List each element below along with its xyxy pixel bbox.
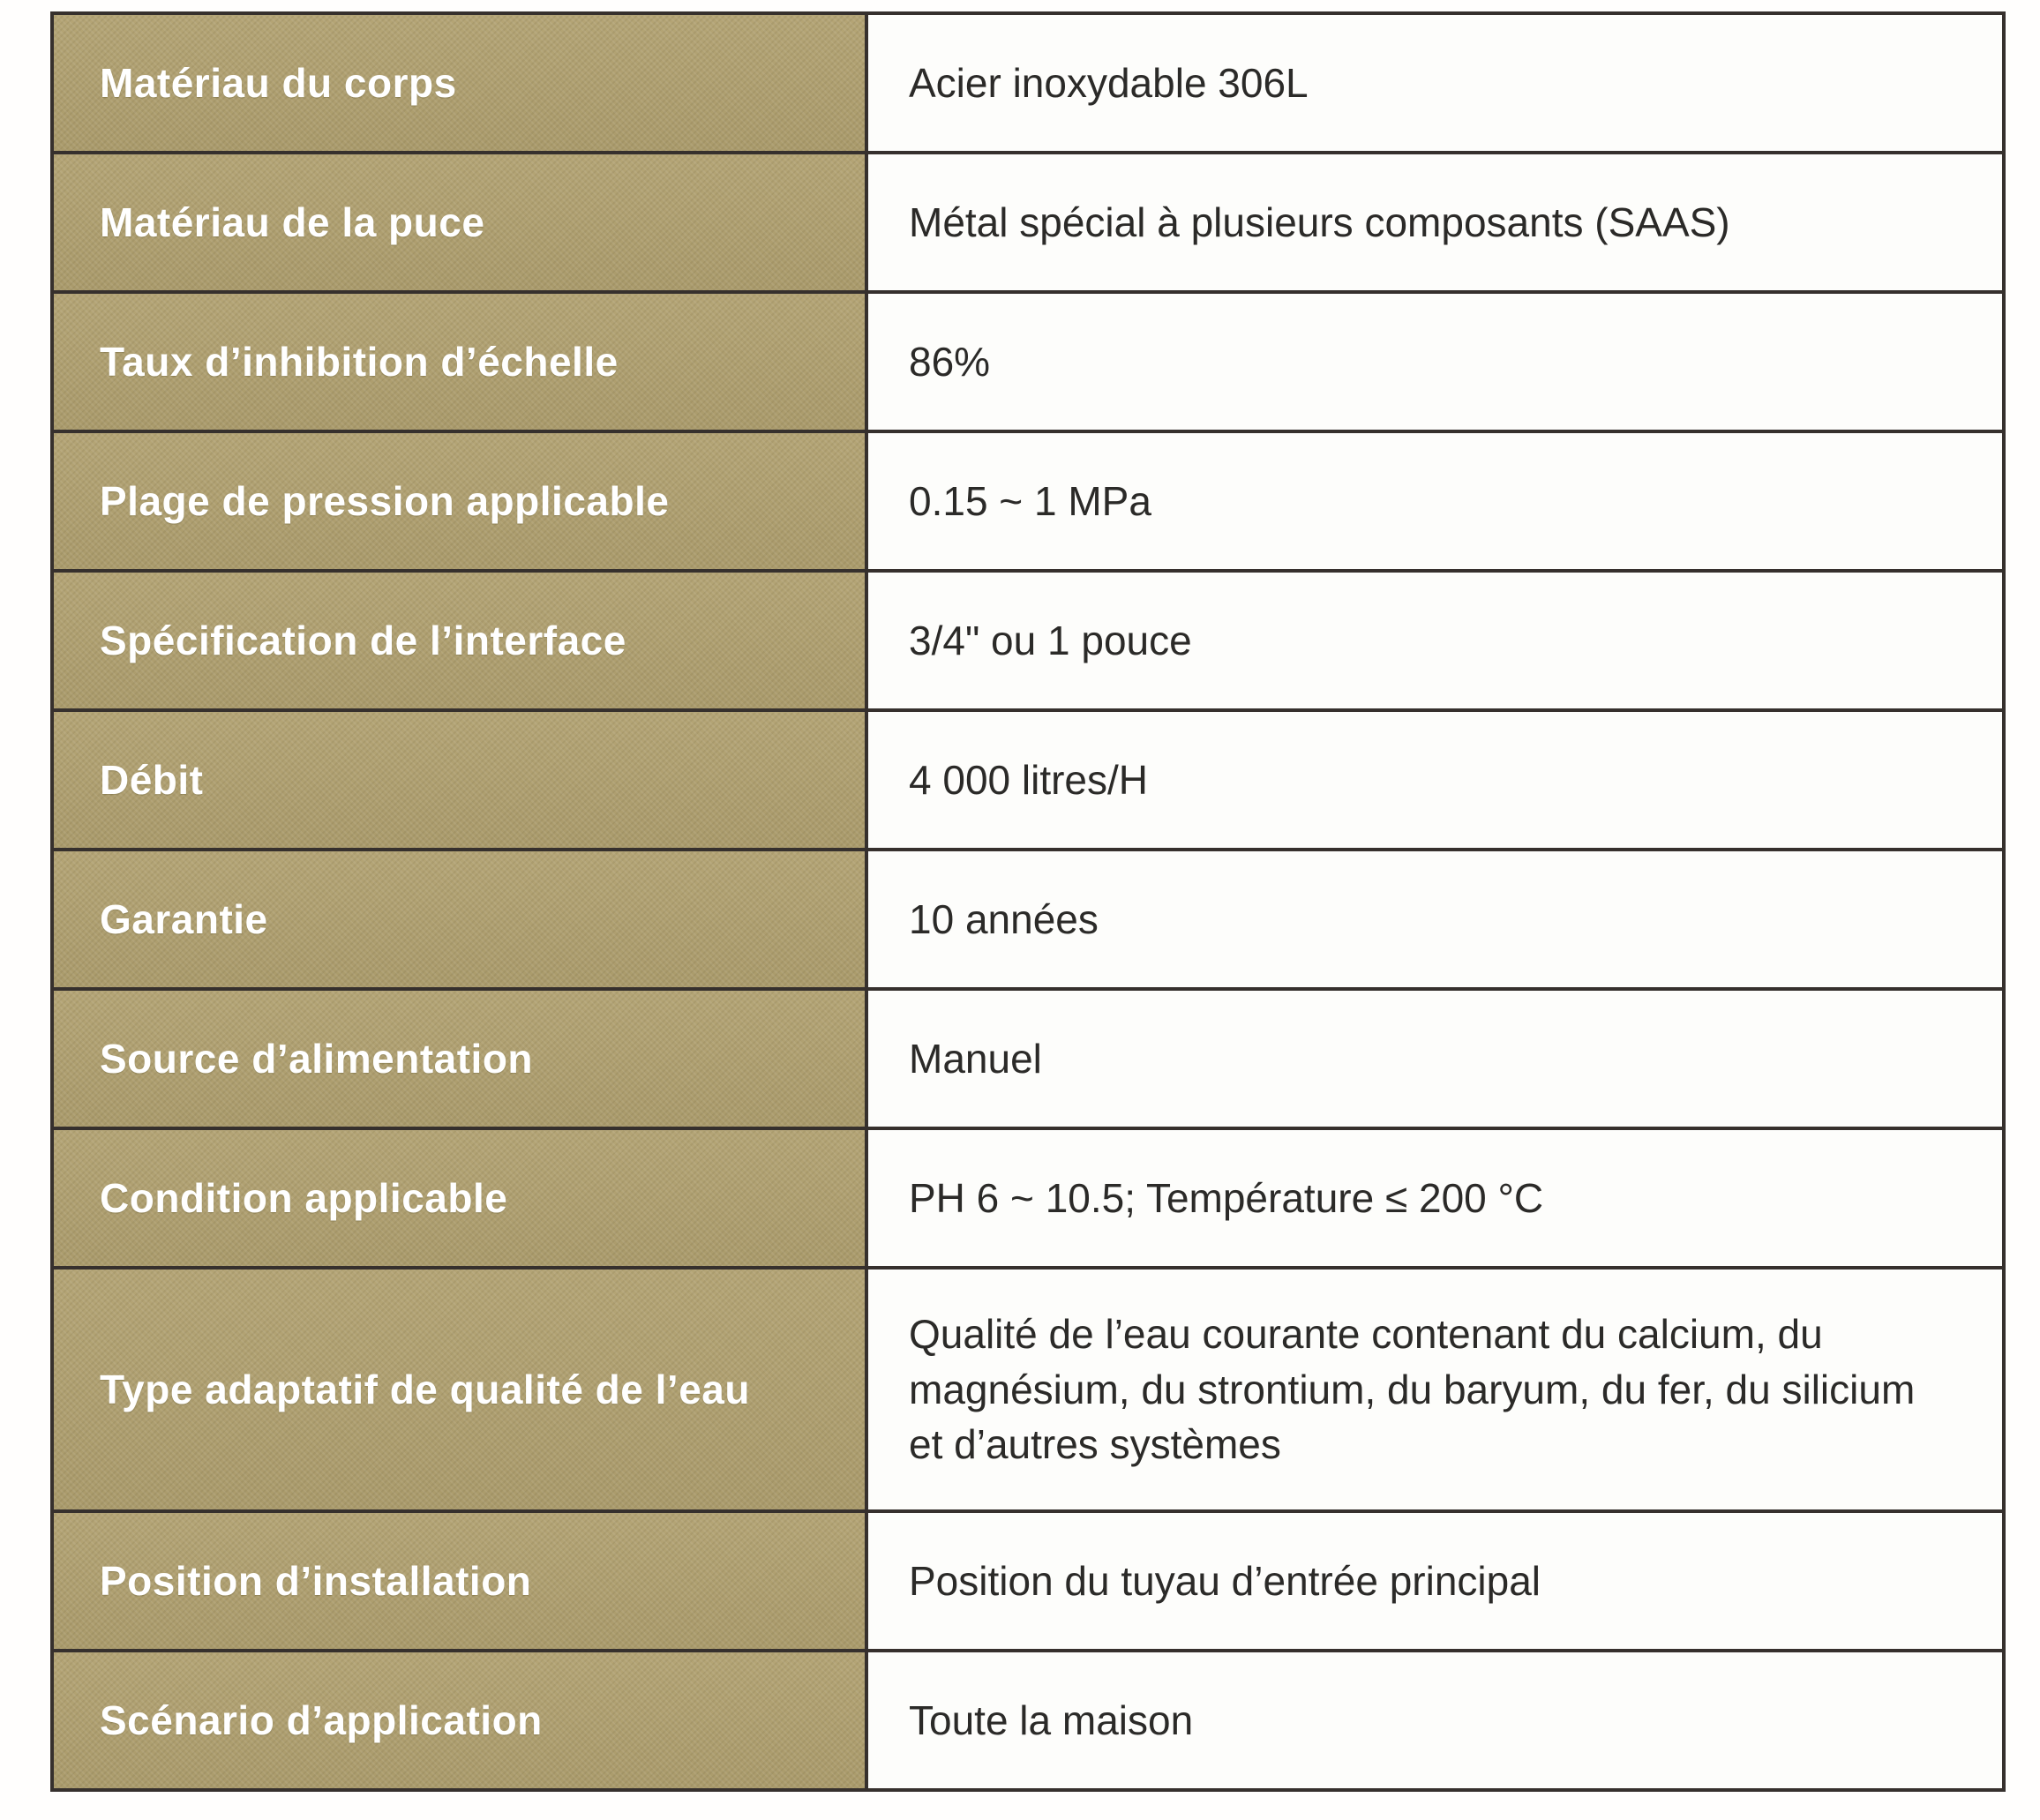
table-row xyxy=(54,430,2002,569)
table-row xyxy=(54,1266,2002,1509)
spec-label: Spécification de l’interface xyxy=(54,573,868,708)
table-row xyxy=(54,708,2002,848)
spec-value: Métal spécial à plusieurs composants (SAAS) xyxy=(868,154,2002,290)
table-row xyxy=(54,848,2002,987)
spec-value: Qualité de l’eau courante contenant du calcium, du magnésium, du strontium, du baryum, du fer, du silicium et d’autres systèmes xyxy=(868,1270,2002,1509)
spec-label: Source d’alimentation xyxy=(54,991,868,1127)
table-row xyxy=(54,1509,2002,1649)
spec-value: Manuel xyxy=(868,991,2002,1127)
table-row xyxy=(54,290,2002,430)
table-row xyxy=(54,1649,2002,1788)
table-row xyxy=(54,1127,2002,1266)
spec-value: 4 000 litres/H xyxy=(868,712,2002,848)
spec-value: Position du tuyau d’entrée principal xyxy=(868,1513,2002,1649)
spec-label: Position d’installation xyxy=(54,1513,868,1649)
spec-value: 3/4" ou 1 pouce xyxy=(868,573,2002,708)
spec-label: Garantie xyxy=(54,851,868,987)
spec-value: PH 6 ~ 10.5; Température ≤ 200 °C xyxy=(868,1130,2002,1266)
spec-label: Débit xyxy=(54,712,868,848)
spec-value: 0.15 ~ 1 MPa xyxy=(868,433,2002,569)
spec-label: Plage de pression applicable xyxy=(54,433,868,569)
table-row xyxy=(54,569,2002,708)
spec-label: Type adaptatif de qualité de l’eau xyxy=(54,1270,868,1509)
table-row xyxy=(54,15,2002,151)
spec-label: Matériau de la puce xyxy=(54,154,868,290)
spec-value: Acier inoxydable 306L xyxy=(868,15,2002,151)
spec-label: Taux d’inhibition d’échelle xyxy=(54,294,868,430)
spec-label: Condition applicable xyxy=(54,1130,868,1266)
spec-value: 86% xyxy=(868,294,2002,430)
spec-value: 10 années xyxy=(868,851,2002,987)
spec-label: Scénario d’application xyxy=(54,1652,868,1788)
spec-label: Matériau du corps xyxy=(54,15,868,151)
table-row xyxy=(54,987,2002,1127)
product-spec-table xyxy=(50,11,2006,1792)
spec-value: Toute la maison xyxy=(868,1652,2002,1788)
table-row xyxy=(54,151,2002,290)
